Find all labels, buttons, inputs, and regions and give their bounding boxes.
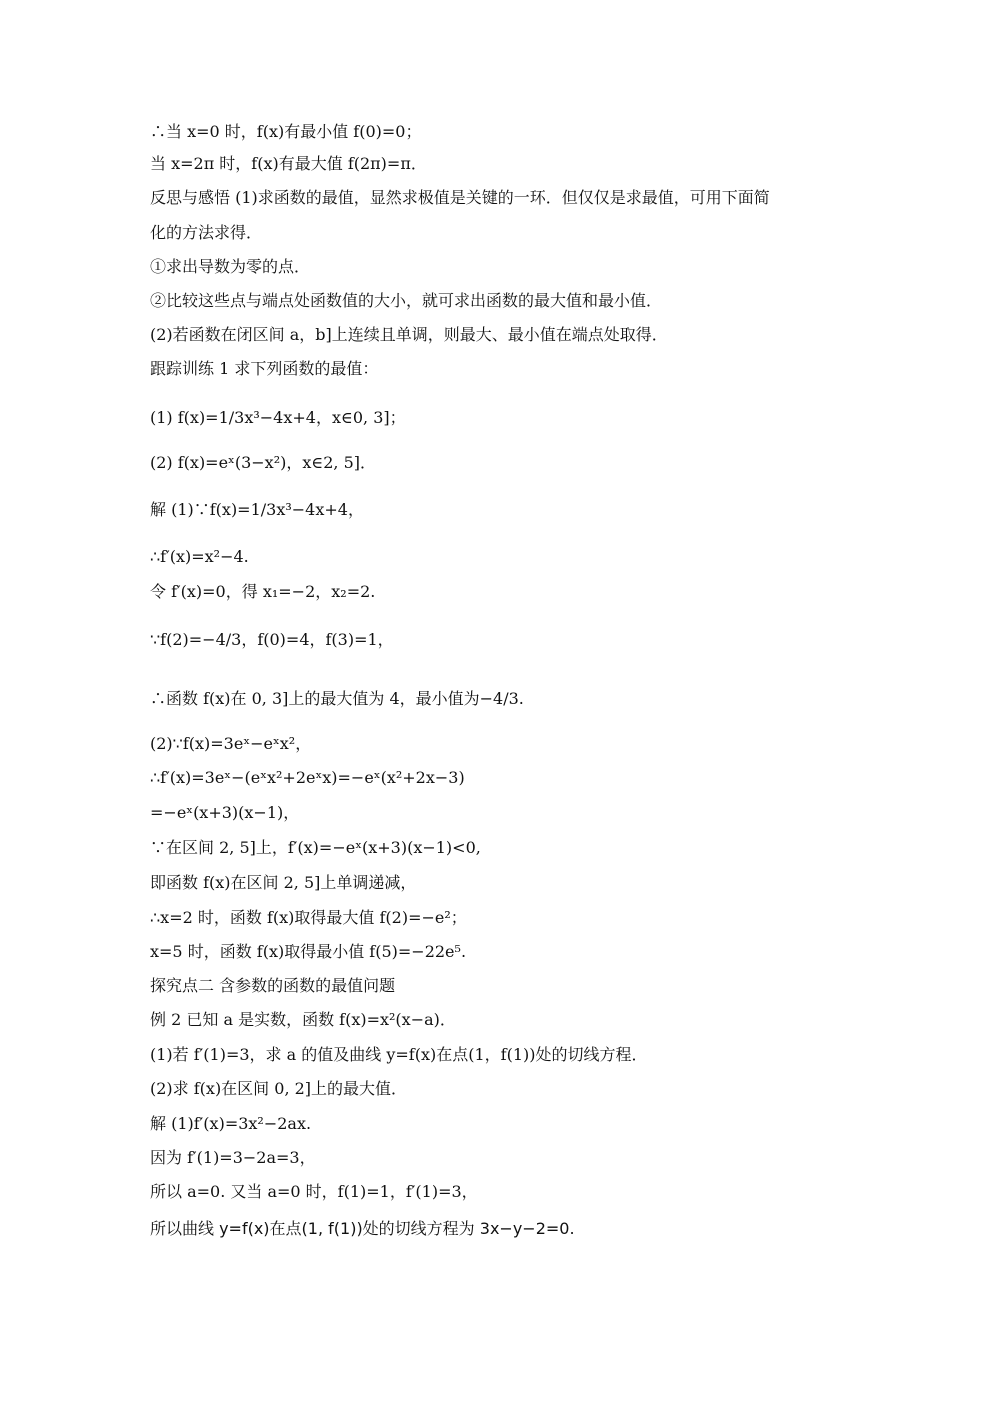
text-line-18: =−eˣ(x+3)(x−1)，: [150, 803, 300, 822]
text-line-14: ∵f(2)=−4/3，f(0)=4，f(3)=1，: [150, 630, 394, 649]
section-heading: 探究点二 含参数的函数的最值问题: [150, 976, 396, 995]
text-line-28: 因为 f′(1)=3−2a=3，: [150, 1148, 316, 1167]
text-line-10: (2) f(x)=eˣ(3−x²)，x∈2, 5]．: [150, 453, 376, 472]
text-line-21: ∴x=2 时，函数 f(x)取得最大值 f(2)=−e²；: [150, 908, 467, 927]
text-line-19: ∵在区间 2, 5]上，f′(x)=−eˣ(x+3)(x−1)<0,: [150, 838, 481, 857]
text-line-24: 例 2 已知 a 是实数，函数 f(x)=x²(x−a)．: [150, 1010, 456, 1029]
text-line-29: 所以 a=0. 又当 a=0 时，f(1)=1，f′(1)=3，: [150, 1182, 478, 1201]
text-line-26: (2)求 f(x)在区间 0, 2]上的最大值．: [150, 1079, 408, 1098]
text-line-1: ∴当 x=0 时，f(x)有最小值 f(0)=0；: [150, 122, 422, 141]
text-line-9: (1) f(x)=1/3x³−4x+4，x∈0, 3]；: [150, 408, 406, 427]
text-line-16: (2)∵f(x)=3eˣ−eˣx²，: [150, 734, 312, 753]
text-line-30: 所以曲线 y=f(x)在点(1, f(1))处的切线方程为 3x−y−2=0.: [150, 1219, 575, 1238]
text-line-15: ∴函数 f(x)在 0, 3]上的最大值为 4，最小值为−4/3.: [150, 689, 524, 708]
text-line-8: 跟踪训练 1 求下列函数的最值：: [150, 359, 379, 378]
text-line-11: 解 (1)∵f(x)=1/3x³−4x+4，: [150, 500, 364, 519]
text-line-4: 化的方法求得．: [150, 223, 263, 242]
text-line-7: (2)若函数在闭区间 a，b]上连续且单调，则最大、最小值在端点处取得．: [150, 325, 668, 344]
text-line-22: x=5 时，函数 f(x)取得最小值 f(5)=−22e⁵.: [150, 942, 467, 961]
text-line-2: 当 x=2π 时，f(x)有最大值 f(2π)=π．: [150, 154, 427, 173]
text-line-6: ②比较这些点与端点处函数值的大小，就可求出函数的最大值和最小值．: [150, 291, 663, 310]
text-line-3: 反思与感悟 (1)求函数的最值，显然求极值是关键的一环．但仅仅是求最值，可用下面简: [150, 188, 770, 207]
text-line-17: ∴f′(x)=3eˣ−(eˣx²+2eˣx)=−eˣ(x²+2x−3): [150, 768, 465, 787]
text-line-20: 即函数 f(x)在区间 2, 5]上单调递减，: [150, 873, 417, 892]
text-line-12: ∴f′(x)=x²−4.: [150, 547, 249, 566]
text-line-27: 解 (1)f′(x)=3x²−2ax.: [150, 1114, 312, 1133]
text-line-5: ①求出导数为零的点．: [150, 257, 311, 276]
text-line-13: 令 f′(x)=0，得 x₁=−2，x₂=2.: [150, 582, 376, 601]
text-line-25: (1)若 f′(1)=3，求 a 的值及曲线 y=f(x)在点(1，f(1))处的切线方程．: [150, 1045, 648, 1064]
